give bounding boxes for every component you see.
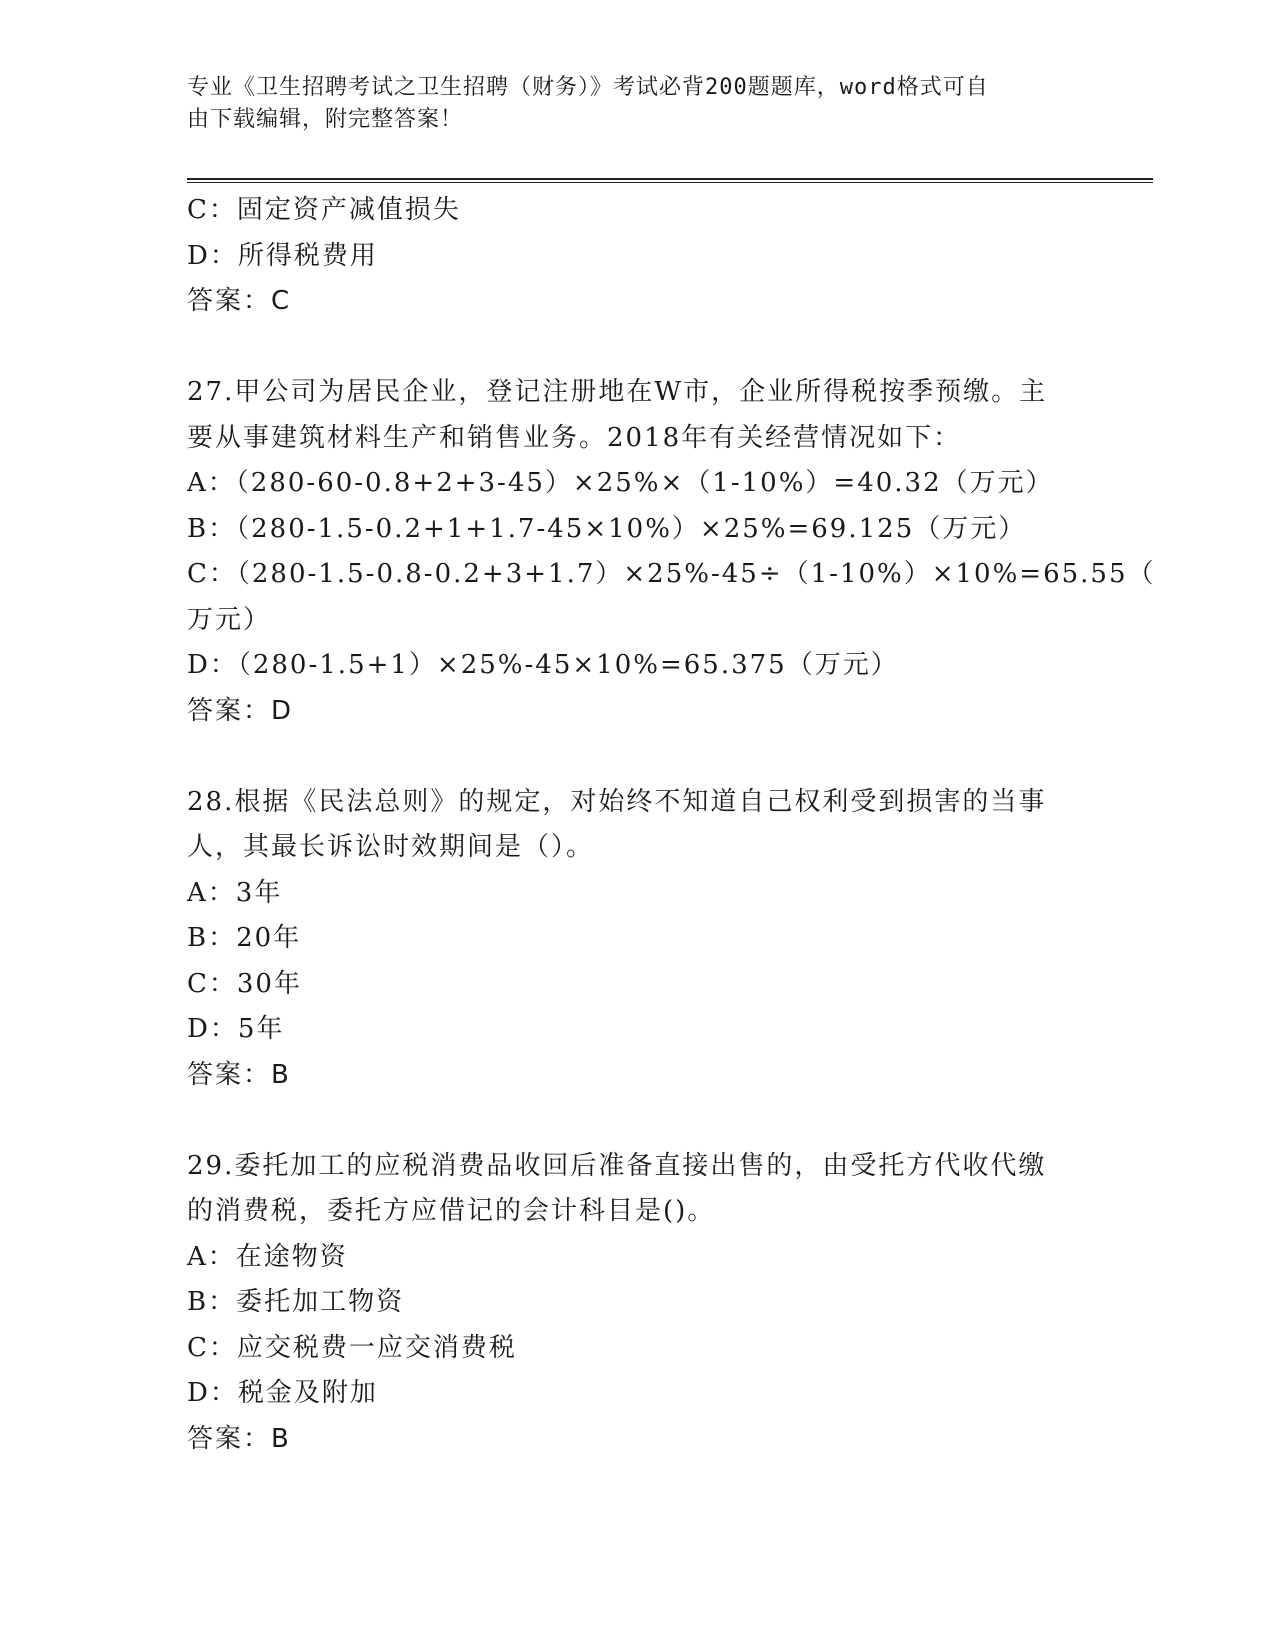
question-text-line: 要从事建筑材料生产和销售业务。2018年有关经营情况如下： <box>187 422 962 453</box>
option-c: C：固定资产减值损失 <box>187 195 461 225</box>
question-text-line: 人，其最长诉讼时效期间是（）。 <box>187 832 595 862</box>
header-divider-thick <box>187 178 1153 180</box>
question-text-line: 27.甲公司为居民企业，登记注册地在W市，企业所得税按季预缴。主 <box>187 377 1048 407</box>
option-b: B：（280-1.5-0.2+1+1.7-45×10%）×25%=69.125（万元） <box>187 513 1027 544</box>
header-divider-thin <box>187 182 1153 183</box>
question-26-tail <box>187 188 1087 325</box>
option-c: C：（280-1.5-0.8-0.2+3+1.7）×25%-45÷（1-10%）×10%=65.55（ <box>187 559 1156 589</box>
question-28 <box>187 780 1087 1099</box>
question-27 <box>187 370 1156 734</box>
option-a: A：在途物资 <box>187 1241 348 1272</box>
answer: 答案：D <box>187 695 294 726</box>
option-d: D：税金及附加 <box>187 1378 378 1408</box>
spacer <box>187 734 1087 780</box>
question-text-line: 29.委托加工的应税消费品收回后准备直接出售的，由受托方代收代缴 <box>187 1150 1047 1181</box>
spacer <box>187 325 1087 371</box>
document-body <box>187 188 1156 1462</box>
option-b: B：委托加工物资 <box>187 1287 405 1317</box>
option-d: D：（280-1.5+1）×25%-45×10%=65.375（万元） <box>187 650 899 680</box>
answer: 答案：C <box>187 286 292 316</box>
option-b: B：20年 <box>187 923 302 953</box>
option-c-continued: 万元） <box>187 604 272 635</box>
option-a: A：（280-60-0.8+2+3-45）×25%×（1-10%）=40.32（万元） <box>187 468 1054 498</box>
option-d: D：5年 <box>187 1014 285 1044</box>
option-a: A：3年 <box>187 877 283 908</box>
spacer <box>187 1098 1087 1144</box>
question-text-line: 28.根据《民法总则》的规定，对始终不知道自己权利受到损害的当事 <box>187 786 1047 817</box>
answer: 答案：B <box>187 1423 291 1454</box>
option-d: D：所得税费用 <box>187 240 378 271</box>
question-text-line: 的消费税，委托方应借记的会计科目是()。 <box>187 1196 716 1226</box>
option-c: C：30年 <box>187 968 302 999</box>
answer: 答案：B <box>187 1059 291 1090</box>
option-c: C：应交税费一应交消费税 <box>187 1332 517 1363</box>
header-line-2: 由下载编辑，附完整答案！ <box>187 107 464 132</box>
header-line-1: 专业《卫生招聘考试之卫生招聘（财务）》考试必背200题题库，word格式可自 <box>187 75 989 100</box>
document-header <box>187 72 1067 136</box>
question-29 <box>187 1144 1087 1463</box>
